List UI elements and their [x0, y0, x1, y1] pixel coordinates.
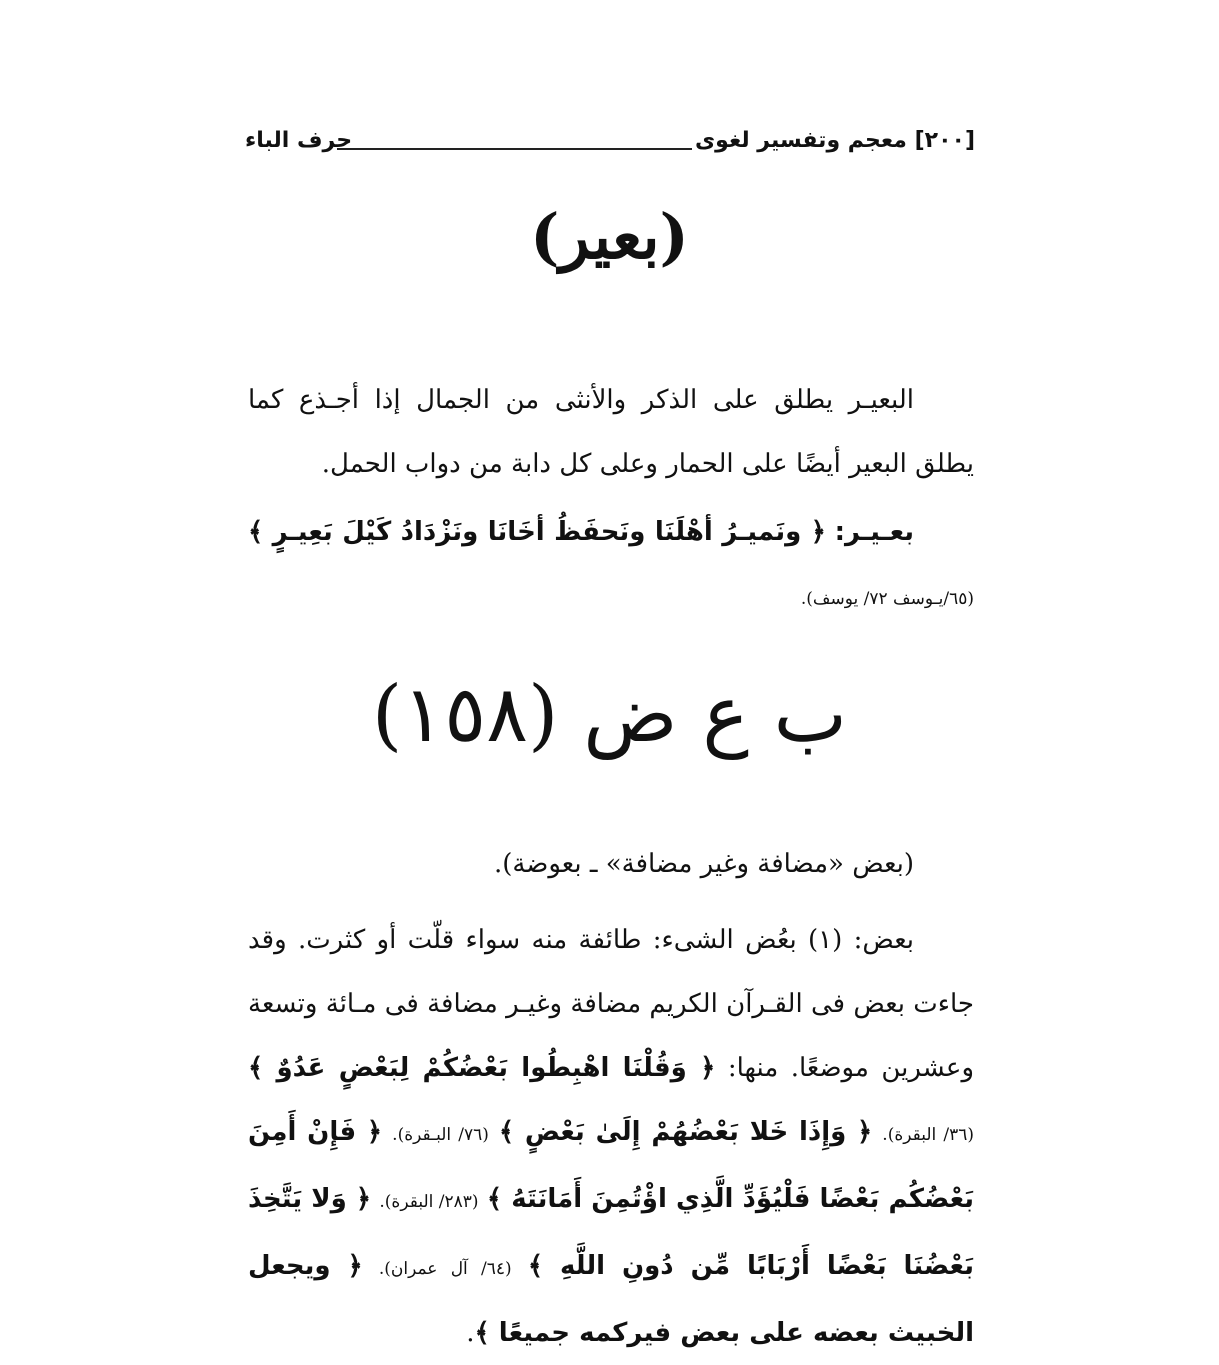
verse-2-ref: (٧٦/ البـقرة).: [392, 1125, 489, 1145]
example-verse: ﴿ ونَميـرُ أهْلَنَا ونَحفَظُ أخَانَا ونَزْدَادُ كَيْلَ بَعِيـرٍ ﴾: [248, 517, 826, 547]
verse-2: ﴿ وَإِذَا خَلا بَعْضُهُمْ إِلَىٰ بَعْضٍ ﴾: [498, 1117, 873, 1147]
root-title: ب ع ض (١٥٨): [371, 670, 848, 760]
verse-3-ref: (٢٨٣/ البقرة).: [379, 1192, 479, 1212]
root-forms: [248, 832, 974, 896]
root-body: [248, 908, 974, 1365]
definition-text: البعيـر يطلق على الذكر والأنثى من الجمال إذا أجـذع كما يطلق البعير أيضًا على الحمار وعلى كل دابة من دواب الحمل.: [248, 385, 974, 479]
verse-1: ﴿ وَقُلْنَا اهْبِطُوا بَعْضُكُمْ لِبَعْضٍ عَدُوٌ ﴾: [248, 1053, 716, 1083]
section-title: حرف الباء: [245, 128, 353, 153]
closing-period: .: [466, 1318, 475, 1348]
entry-example: [248, 500, 974, 631]
example-reference: (٦٥/يـوسف ٧٢/ يوسف).: [800, 589, 974, 609]
header-rule: [337, 148, 692, 150]
verse-4: ﴿ وَلا يَتَّخِذَ بَعْضُنَا بَعْضًا أَرْبَابًا مِّن دُونِ اللَّهِ ﴾: [248, 1184, 974, 1281]
entry-definition: [248, 368, 974, 496]
entry-title: (بعير): [530, 200, 689, 273]
root-intro-text: بعض: (١) بعُض الشىء: طائفة منه سواء قلّت أو كثرت. وقد جاءت بعض فى القـرآن الكريم مضافة وغيـر مضافة فى مـائة وتسعة وعشرين موضعًا. منها:: [248, 925, 974, 1083]
verse-3: ﴿ فَإِنْ أَمِنَ بَعْضُكُم بَعْضًا فَلْيُؤَدِّ الَّذِي اؤْتُمِنَ أَمَانَتَهُ ﴾: [248, 1117, 975, 1214]
example-lead: بعـيـر:: [834, 517, 915, 547]
running-header: [245, 128, 975, 168]
page-marker: [٢٠٠] معجم وتفسير لغوى: [695, 128, 975, 153]
verse-1-ref: (٣٦/ البقرة).: [882, 1125, 975, 1145]
verse-5: ﴿ ويجعل الخبيث بعضه على بعض فيركمه جميعًا ﴾: [248, 1251, 974, 1348]
root-forms-text: (بعض «مضافة وغير مضافة» ـ بعوضة).: [493, 849, 914, 879]
verse-4-ref: (٦٤/ آل عمران).: [378, 1259, 512, 1279]
